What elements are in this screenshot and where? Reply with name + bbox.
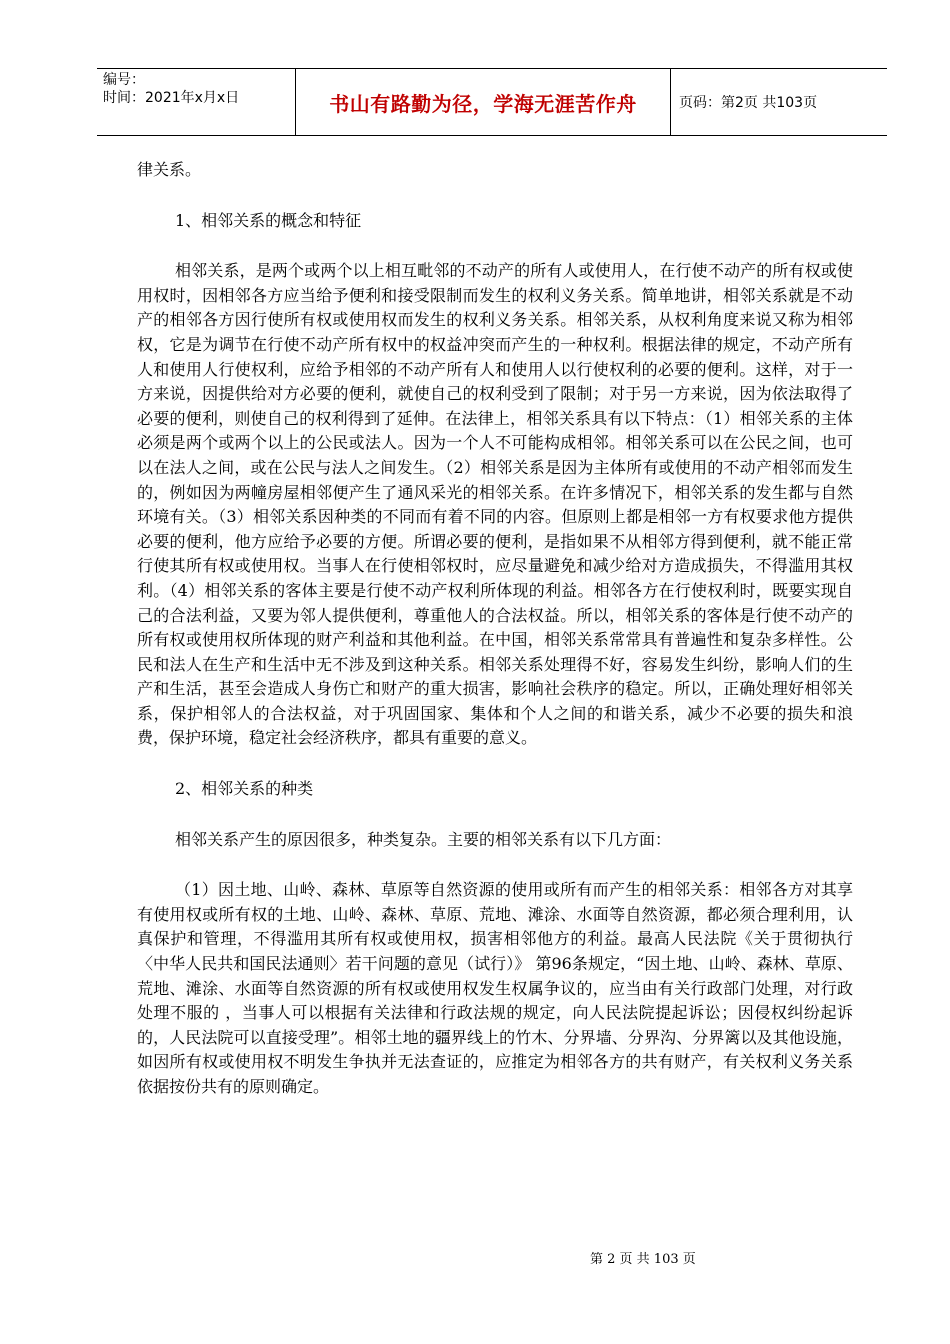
page-footer: 第 2 页 共 103 页 <box>590 1252 696 1267</box>
paragraph-definition: 相邻关系，是两个或两个以上相互毗邻的不动产的所有人或使用人，在行使不动产的所有权或使用权时，因相邻各方应当给予便利和接受限制而发生的权利义务关系。简单地讲，相邻关系就是不动产的相邻各方因行使所有权或使用权而发生的权利义务关系。相邻关系，从权利角度来说又称为相邻权，它是为调节在行使不动产所有权中的权益冲突而产生的一种权利。根据法律的规定，不动产所有人和使用人行使权利，应给予相邻的不动产所有人和使用人以行使权利的必要的便利。这样，对于一方来说，因提供给对方必要的便利，就使自己的权利受到了限制；对于另一方来说，因为依法取得了必要的便利，则使自己的权利得到了延伸。在法律上，相邻关系具有以下特点：（1）相邻关系的主体必须是两个或两个以上的公民或法人。因为一个人不可能构成相邻。相邻关系可以在公民之间，也可以在法人之间，或在公民与法人之间发生。（2）相邻关系是因为主体所有或使用的不动产相邻而发生的，例如因为两幢房屋相邻便产生了通风采光的相邻关系。在许多情况下，相邻关系的发生都与自然环境有关。（3）相邻关系因种类的不同而有着不同的内容。但原则上都是相邻一方有权要求他方提供必要的便利，他方应给予必要的方便。所谓必要的便利，是指如果不从相邻方得到便利，就不能正常行使其所有权或使用权。当事人在行使相邻权时，应尽量避免和减少给对方造成损失，不得滥用其权利。（4）相邻关系的客体主要是行使不动产权利所体现的利益。相邻各方在行使权利时，既要实现自己的合法利益，又要为邻人提供便利，尊重他人的合法权益。所以，相邻关系的客体是行使不动产的所有权或使用权所体现的财产利益和其他利益。在中国，相邻关系常常具有普遍性和复杂多样性。公民和法人在生产和生活中无不涉及到这种关系。相邻关系处理得不好，容易发生纠纷，影响人们的生产和生活，甚至会造成人身伤亡和财产的重大损害，影响社会秩序的稳定。所以，正确处理好相邻关系，保护相邻人的合法权益，对于巩固国家、集体和个人之间的和谐关系，减少不必要的损失和浪费，保护环境，稳定社会经济秩序，都具有重要的意义。 <box>137 261 853 748</box>
paragraph-natural-resources: （1）因土地、山岭、森林、草原等自然资源的使用或所有而产生的相邻关系：相邻各方对其享有使用权或所有权的土地、山岭、森林、草原、荒地、滩涂、水面等自然资源，都必须合理利用，认真保护和管理，不得滥用其所有权或使用权，损害相邻他方的利益。最高人民法院《关于贯彻执行〈中华人民共和国民法通则〉若干问题的意见（试行）》 第96条规定，“因土地、山岭、森林、草原、荒地、滩涂、水面等自然资源的所有权或使用权发生权属争议的，应当由有关行政部门处理，对行政处理不服的 ，当事人可以根据有关法律和行政法规的规定，向人民法院提起诉讼；因侵权纠纷起诉的，人民法院可以直接受理”。相邻土地的疆界线上的竹木、分界墙、分界沟、分界篱以及其他设施，如因所有权或使用权不明发生争执并无法查证的，应推定为相邻各方的共有财产，有关权利义务关系依据按份共有的原则确定。 <box>137 880 853 1096</box>
section-heading-2: 2、相邻关系的种类 <box>175 779 314 799</box>
paragraph-types-intro: 相邻关系产生的原因很多，种类复杂。主要的相邻关系有以下几方面： <box>175 829 672 849</box>
header-motto: 书山有路勤为径，学海无涯苦作舟 <box>296 69 671 135</box>
paragraph-continuation: 律关系。 <box>137 160 202 179</box>
header-meta <box>97 69 296 135</box>
section-heading-1: 1、相邻关系的概念和特征 <box>175 210 362 230</box>
header-page-info: 页码：第2页 共103页 <box>679 95 818 111</box>
page-header <box>97 68 887 136</box>
document-time-label: 时间：2021年x月x日 <box>103 90 240 106</box>
document-body <box>137 158 853 1100</box>
document-number-label: 编号： <box>103 72 145 88</box>
